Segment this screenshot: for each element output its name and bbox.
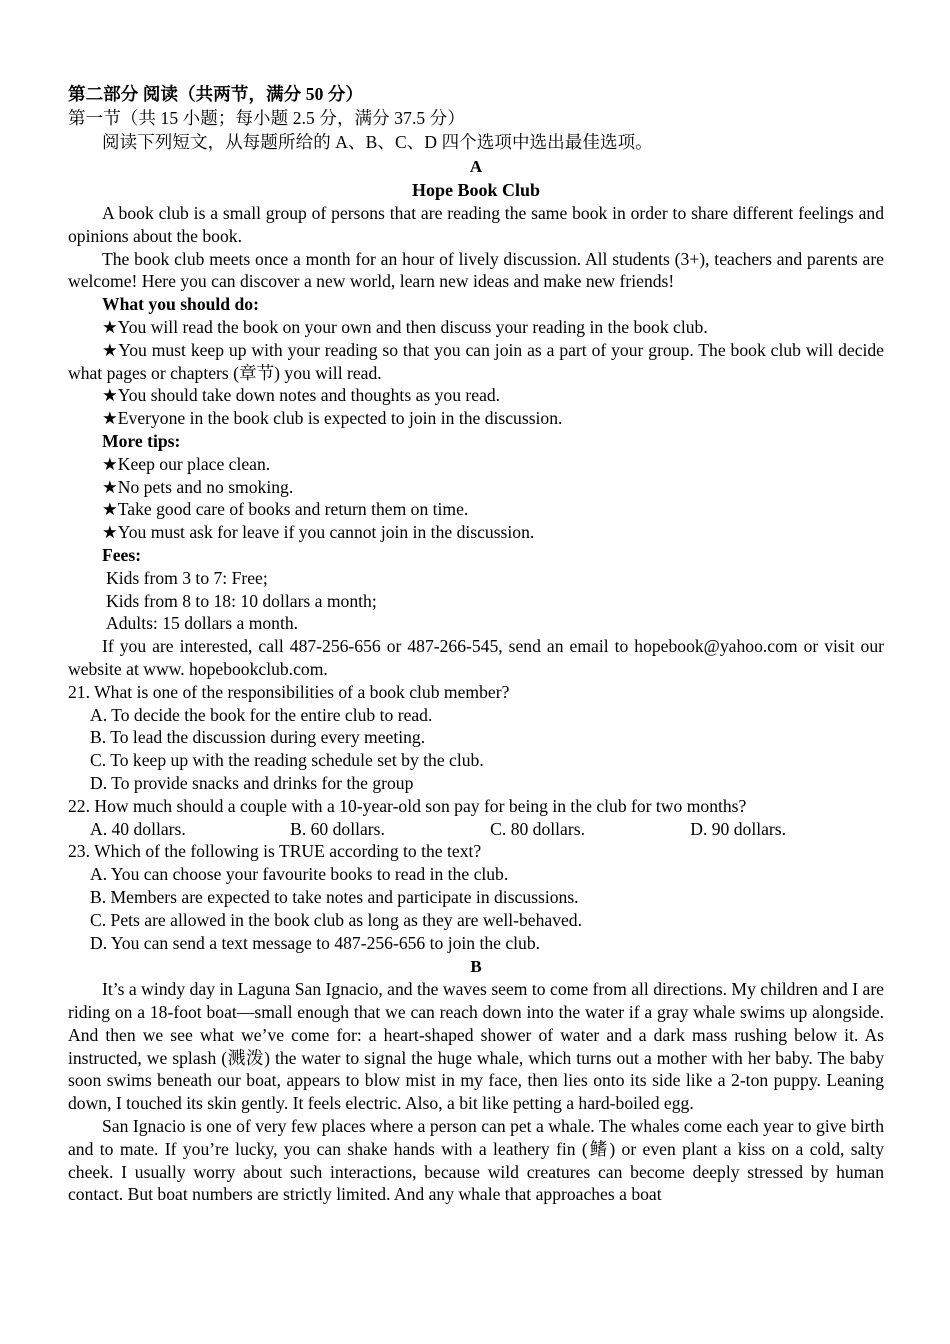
- bullet-tip-1: ★Keep our place clean.: [102, 453, 271, 474]
- question-21-option-d[interactable]: D. To provide snacks and drinks for the group: [90, 772, 414, 793]
- question-21-option-a[interactable]: A. To decide the book for the entire club to read.: [90, 704, 433, 725]
- question-23-option-d[interactable]: D. You can send a text message to 487-256-656 to join the club.: [90, 932, 541, 953]
- subhead-fees: Fees:: [102, 544, 142, 565]
- passage-b-para-2: San Ignacio is one of very few places where a person can pet a whale. The whales come each year to give birth and to mate. If you’re lucky, you can shake hands with a leathery fin (鳍) or even plant a kiss on a cold, salty cheek. I usually worry about such interactions, because wild creatures can become deeply stressed by human contact. But boat numbers are strictly limited. And any whale that approaches a boat: [68, 1116, 884, 1205]
- question-23-stem: 23. Which of the following is TRUE according to the text?: [68, 841, 482, 862]
- question-23-option-a[interactable]: A. You can choose your favourite books to read in the club.: [90, 864, 509, 885]
- passage-b-letter: B: [470, 957, 482, 977]
- bullet-what-2: ★You must keep up with your reading so that you can join as a part of your group. The book club will decide what pages or chapters (章节) you will read.: [68, 339, 884, 383]
- passage-a-para-2: The book club meets once a month for an hour of lively discussion. All students (3+), teachers and parents are welcome! Here you can discover a new world, learn new ideas and make new friends!: [68, 248, 884, 292]
- question-22-option-b[interactable]: B. 60 dollars.: [290, 818, 385, 839]
- question-21-option-b[interactable]: B. To lead the discussion during every meeting.: [90, 727, 426, 748]
- bullet-what-4: ★Everyone in the book club is expected to join in the discussion.: [102, 408, 563, 429]
- question-22-option-c[interactable]: C. 80 dollars.: [490, 818, 585, 839]
- question-22-options-row: [68, 818, 884, 841]
- part-title: 第二部分 阅读（共两节，满分 50 分）: [68, 84, 364, 104]
- bullet-tip-3: ★Take good care of books and return them on time.: [102, 499, 469, 520]
- question-22-stem: 22. How much should a couple with a 10-year-old son pay for being in the club for two months?: [68, 795, 747, 816]
- fee-kids-8-18: Kids from 8 to 18: 10 dollars a month;: [106, 590, 377, 611]
- subhead-what-you-should-do: What you should do:: [102, 294, 259, 315]
- question-23-option-b[interactable]: B. Members are expected to take notes and participate in discussions.: [90, 886, 579, 907]
- passage-a-title: Hope Book Club: [411, 180, 541, 200]
- passage-b-para-1: It’s a windy day in Laguna San Ignacio, and the waves seem to come from all directions. My children and I are riding on a 18-foot boat—small enough that we can reach down into the water if a gray whale swims up alongside. And then we see what we’ve come for: a heart-shaped shower of water and a dark mass rushing below it. As instructed, we splash (溅泼) the water to signal the huge whale, which turns out a mother with her baby. The baby soon swims beneath our boat, appears to blow mist in my face, then lies onto its side like a 2-ton puppy. Leaning down, I touched its skin gently. It feels electric. Also, a bit like petting a hard-boiled egg.: [68, 979, 884, 1114]
- bullet-what-1: ★You will read the book on your own and then discuss your reading in the book club.: [102, 316, 708, 337]
- section-instruction: 阅读下列短文，从每题所给的 A、B、C、D 四个选项中选出最佳选项。: [102, 132, 653, 152]
- question-21-option-c[interactable]: C. To keep up with the reading schedule set by the club.: [90, 750, 484, 771]
- question-22-option-d[interactable]: D. 90 dollars.: [690, 818, 787, 839]
- question-23-option-c[interactable]: C. Pets are allowed in the book club as long as they are well-behaved.: [90, 909, 582, 930]
- question-22-option-a[interactable]: A. 40 dollars.: [90, 818, 186, 839]
- fee-kids-3-7: Kids from 3 to 7: Free;: [106, 567, 268, 588]
- bullet-tip-4: ★You must ask for leave if you cannot join in the discussion.: [102, 522, 535, 543]
- section-title: 第一节（共 15 小题；每小题 2.5 分，满分 37.5 分）: [68, 108, 465, 128]
- question-21-stem: 21. What is one of the responsibilities of a book club member?: [68, 681, 510, 702]
- subhead-more-tips: More tips:: [102, 430, 181, 451]
- passage-a-letter: A: [469, 157, 483, 176]
- bullet-tip-2: ★No pets and no smoking.: [102, 476, 294, 497]
- passage-a-para-1: A book club is a small group of persons that are reading the same book in order to share different feelings and opinions about the book.: [68, 203, 884, 246]
- bullet-what-3: ★You should take down notes and thoughts as you read.: [102, 385, 501, 406]
- fee-adults: Adults: 15 dollars a month.: [106, 613, 299, 634]
- passage-a-contact: If you are interested, call 487-256-656 or 487-266-545, send an email to hopebook@yahoo.com or visit our website at www. hopebookclub.com.: [68, 636, 884, 679]
